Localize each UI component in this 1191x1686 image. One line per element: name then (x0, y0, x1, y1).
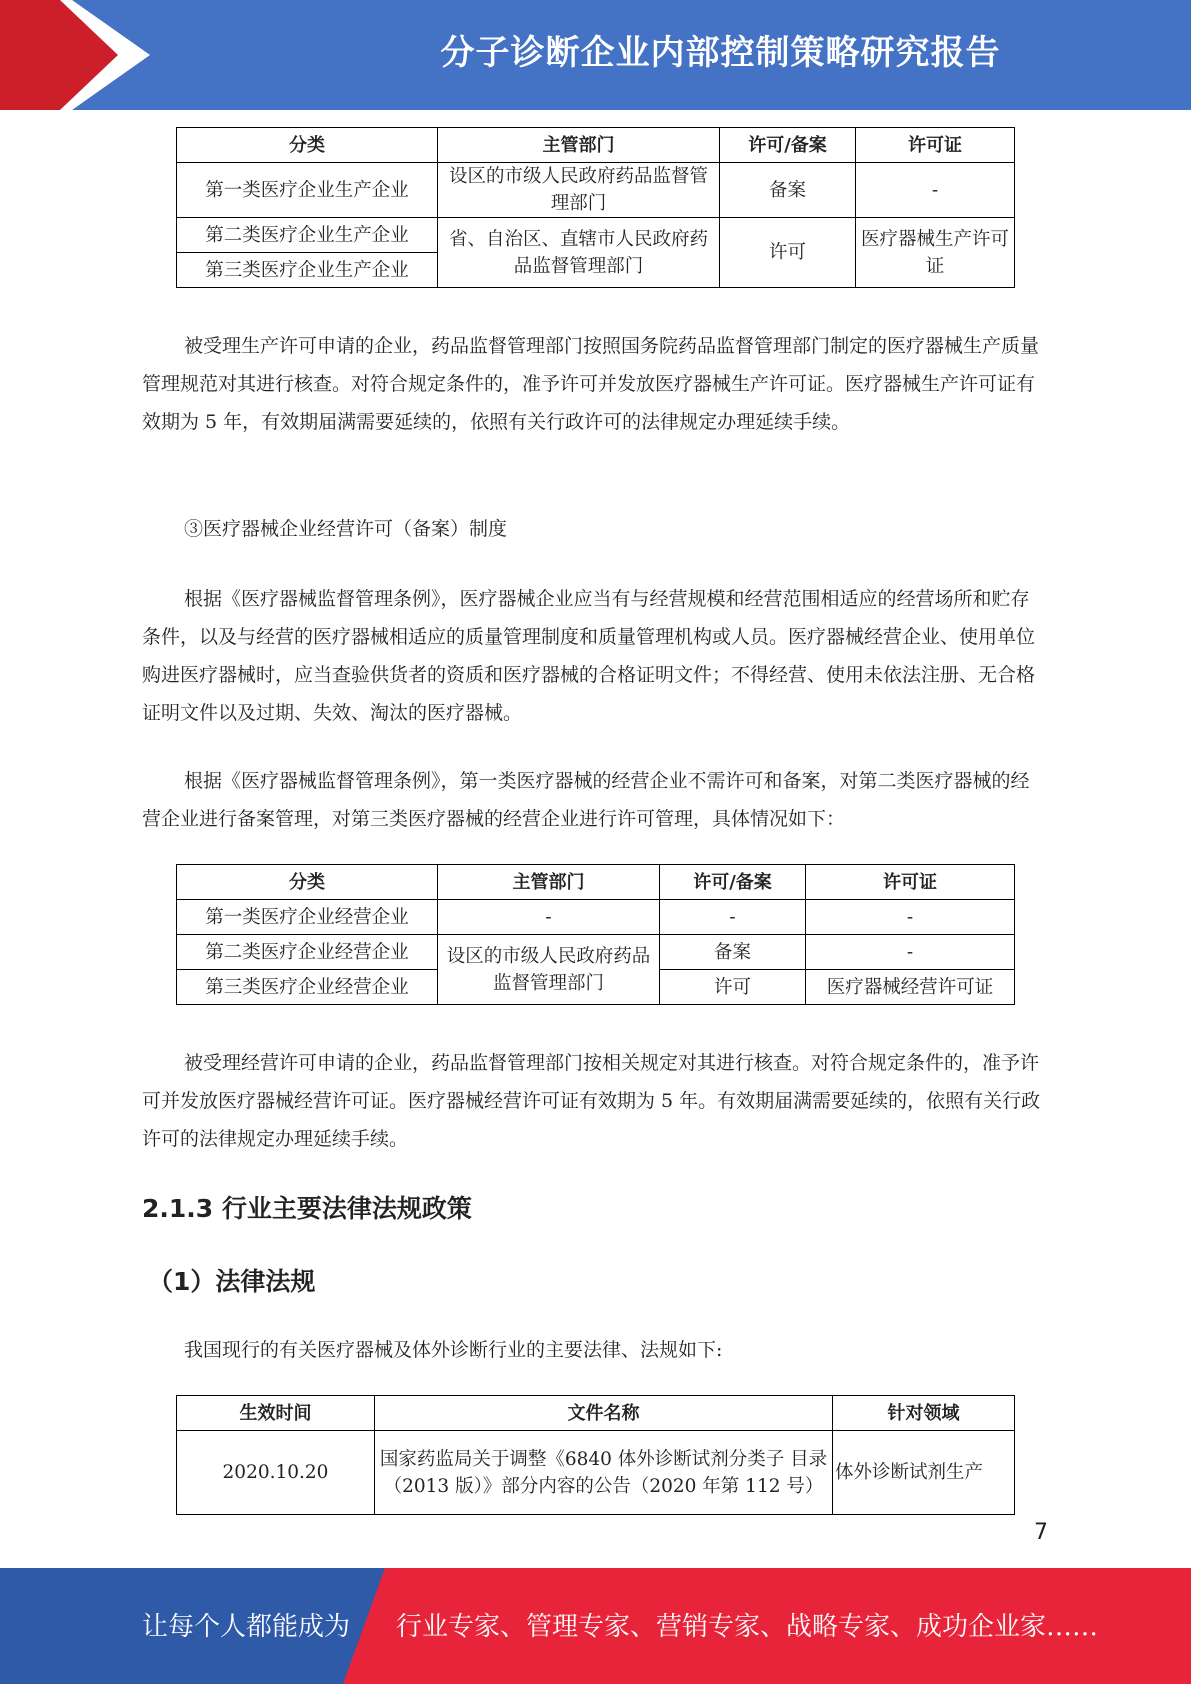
table-cell: 第二类医疗企业经营企业 (177, 935, 438, 970)
footer-slogan-right: 行业专家、管理专家、营销专家、战略专家、成功企业家…… (396, 1612, 1099, 1642)
table-cell: - (438, 900, 660, 935)
operating-license-table (176, 864, 1015, 1005)
table-cell: - (806, 900, 1015, 935)
table-cell: 国家药监局关于调整《6840 体外诊断试剂分类子 目录（2013 版）》部分内容的公告（2020 年第 112 号） (375, 1431, 833, 1515)
table-cell: 许可 (660, 970, 806, 1005)
table-cell: 许可 (720, 218, 856, 288)
table-header-cell: 主管部门 (438, 128, 720, 163)
table-header-cell: 分类 (177, 865, 438, 900)
section-subtitle-operating-license: ③医疗器械企业经营许可（备案）制度 (184, 518, 508, 540)
table-cell: 省、自治区、直辖市人民政府药品监督管理部门 (438, 218, 720, 288)
table-cell: 设区的市级人民政府药品监督管理部门 (438, 163, 720, 218)
paragraph-operating-review: 被受理经营许可申请的企业，药品监督管理部门按相关规定对其进行核查。对符合规定条件的，准予许可并发放医疗器械经营许可证。医疗器械经营许可证有效期为 5 年。有效期届满需要延续的，依照有关行政许可的法律规定办理延续手续。 (142, 1052, 1041, 1150)
paragraph-production-review: 被受理生产许可申请的企业，药品监督管理部门按照国务院药品监督管理部门制定的医疗器械生产质量管理规范对其进行核查。对符合规定条件的，准予许可并发放医疗器械生产许可证。医疗器械生产许可证有效期为 5 年，有效期届满需要延续的，依照有关行政许可的法律规定办理延续手续。 (142, 335, 1040, 433)
footer-slogan-left: 让每个人都能成为 (142, 1612, 351, 1642)
table-header-cell: 针对领域 (833, 1396, 1015, 1431)
table-header-cell: 生效时间 (177, 1396, 375, 1431)
table-cell: 设区的市级人民政府药品监督管理部门 (438, 935, 660, 1005)
laws-table (176, 1395, 1015, 1515)
page-footer (0, 1568, 1191, 1684)
header-arrow-decoration (0, 0, 260, 110)
subsection-heading-laws: （1）法律法规 (148, 1267, 316, 1296)
page-header (0, 0, 1191, 110)
table-cell: 2020.10.20 (177, 1431, 375, 1515)
table-cell: - (856, 163, 1015, 218)
table-cell: 第一类医疗企业生产企业 (177, 163, 438, 218)
table-header-cell: 文件名称 (375, 1396, 833, 1431)
table-cell: 备案 (660, 935, 806, 970)
paragraph-laws-intro: 我国现行的有关医疗器械及体外诊断行业的主要法律、法规如下: (184, 1339, 723, 1361)
table-header-cell: 许可/备案 (720, 128, 856, 163)
table-cell: 第二类医疗企业生产企业 (177, 218, 438, 253)
paragraph-operating-requirements: 根据《医疗器械监督管理条例》，医疗器械企业应当有与经营规模和经营范围相适应的经营场所和贮存条件，以及与经营的医疗器械相适应的质量管理制度和质量管理机构或人员。医疗器械经营企业、使用单位购进医疗器械时，应当查验供货者的资质和医疗器械的合格证明文件；不得经营、使用未依法注册、无合格证明文件以及过期、失效、淘汰的医疗器械。 (142, 588, 1036, 724)
production-license-table (176, 127, 1015, 288)
table-cell: - (660, 900, 806, 935)
table-cell: - (806, 935, 1015, 970)
page-number: 7 (1034, 1520, 1048, 1545)
table-cell: 备案 (720, 163, 856, 218)
table-cell: 医疗器械生产许可证 (856, 218, 1015, 288)
table-header-cell: 许可证 (856, 128, 1015, 163)
table-header-cell: 许可证 (806, 865, 1015, 900)
table-cell: 医疗器械经营许可证 (806, 970, 1015, 1005)
table-header-cell: 许可/备案 (660, 865, 806, 900)
section-heading-2-1-3: 2.1.3 行业主要法律法规政策 (142, 1194, 472, 1223)
table-header-cell: 分类 (177, 128, 438, 163)
table-cell: 第三类医疗企业经营企业 (177, 970, 438, 1005)
table-cell: 体外诊断试剂生产 (833, 1431, 1015, 1515)
paragraph-classification-management: 根据《医疗器械监督管理条例》，第一类医疗器械的经营企业不需许可和备案，对第二类医疗器械的经营企业进行备案管理，对第三类医疗器械的经营企业进行许可管理，具体情况如下： (142, 770, 1030, 830)
table-cell: 第一类医疗企业经营企业 (177, 900, 438, 935)
report-title: 分子诊断企业内部控制策略研究报告 (440, 33, 1001, 73)
table-cell: 第三类医疗企业生产企业 (177, 253, 438, 288)
table-header-cell: 主管部门 (438, 865, 660, 900)
